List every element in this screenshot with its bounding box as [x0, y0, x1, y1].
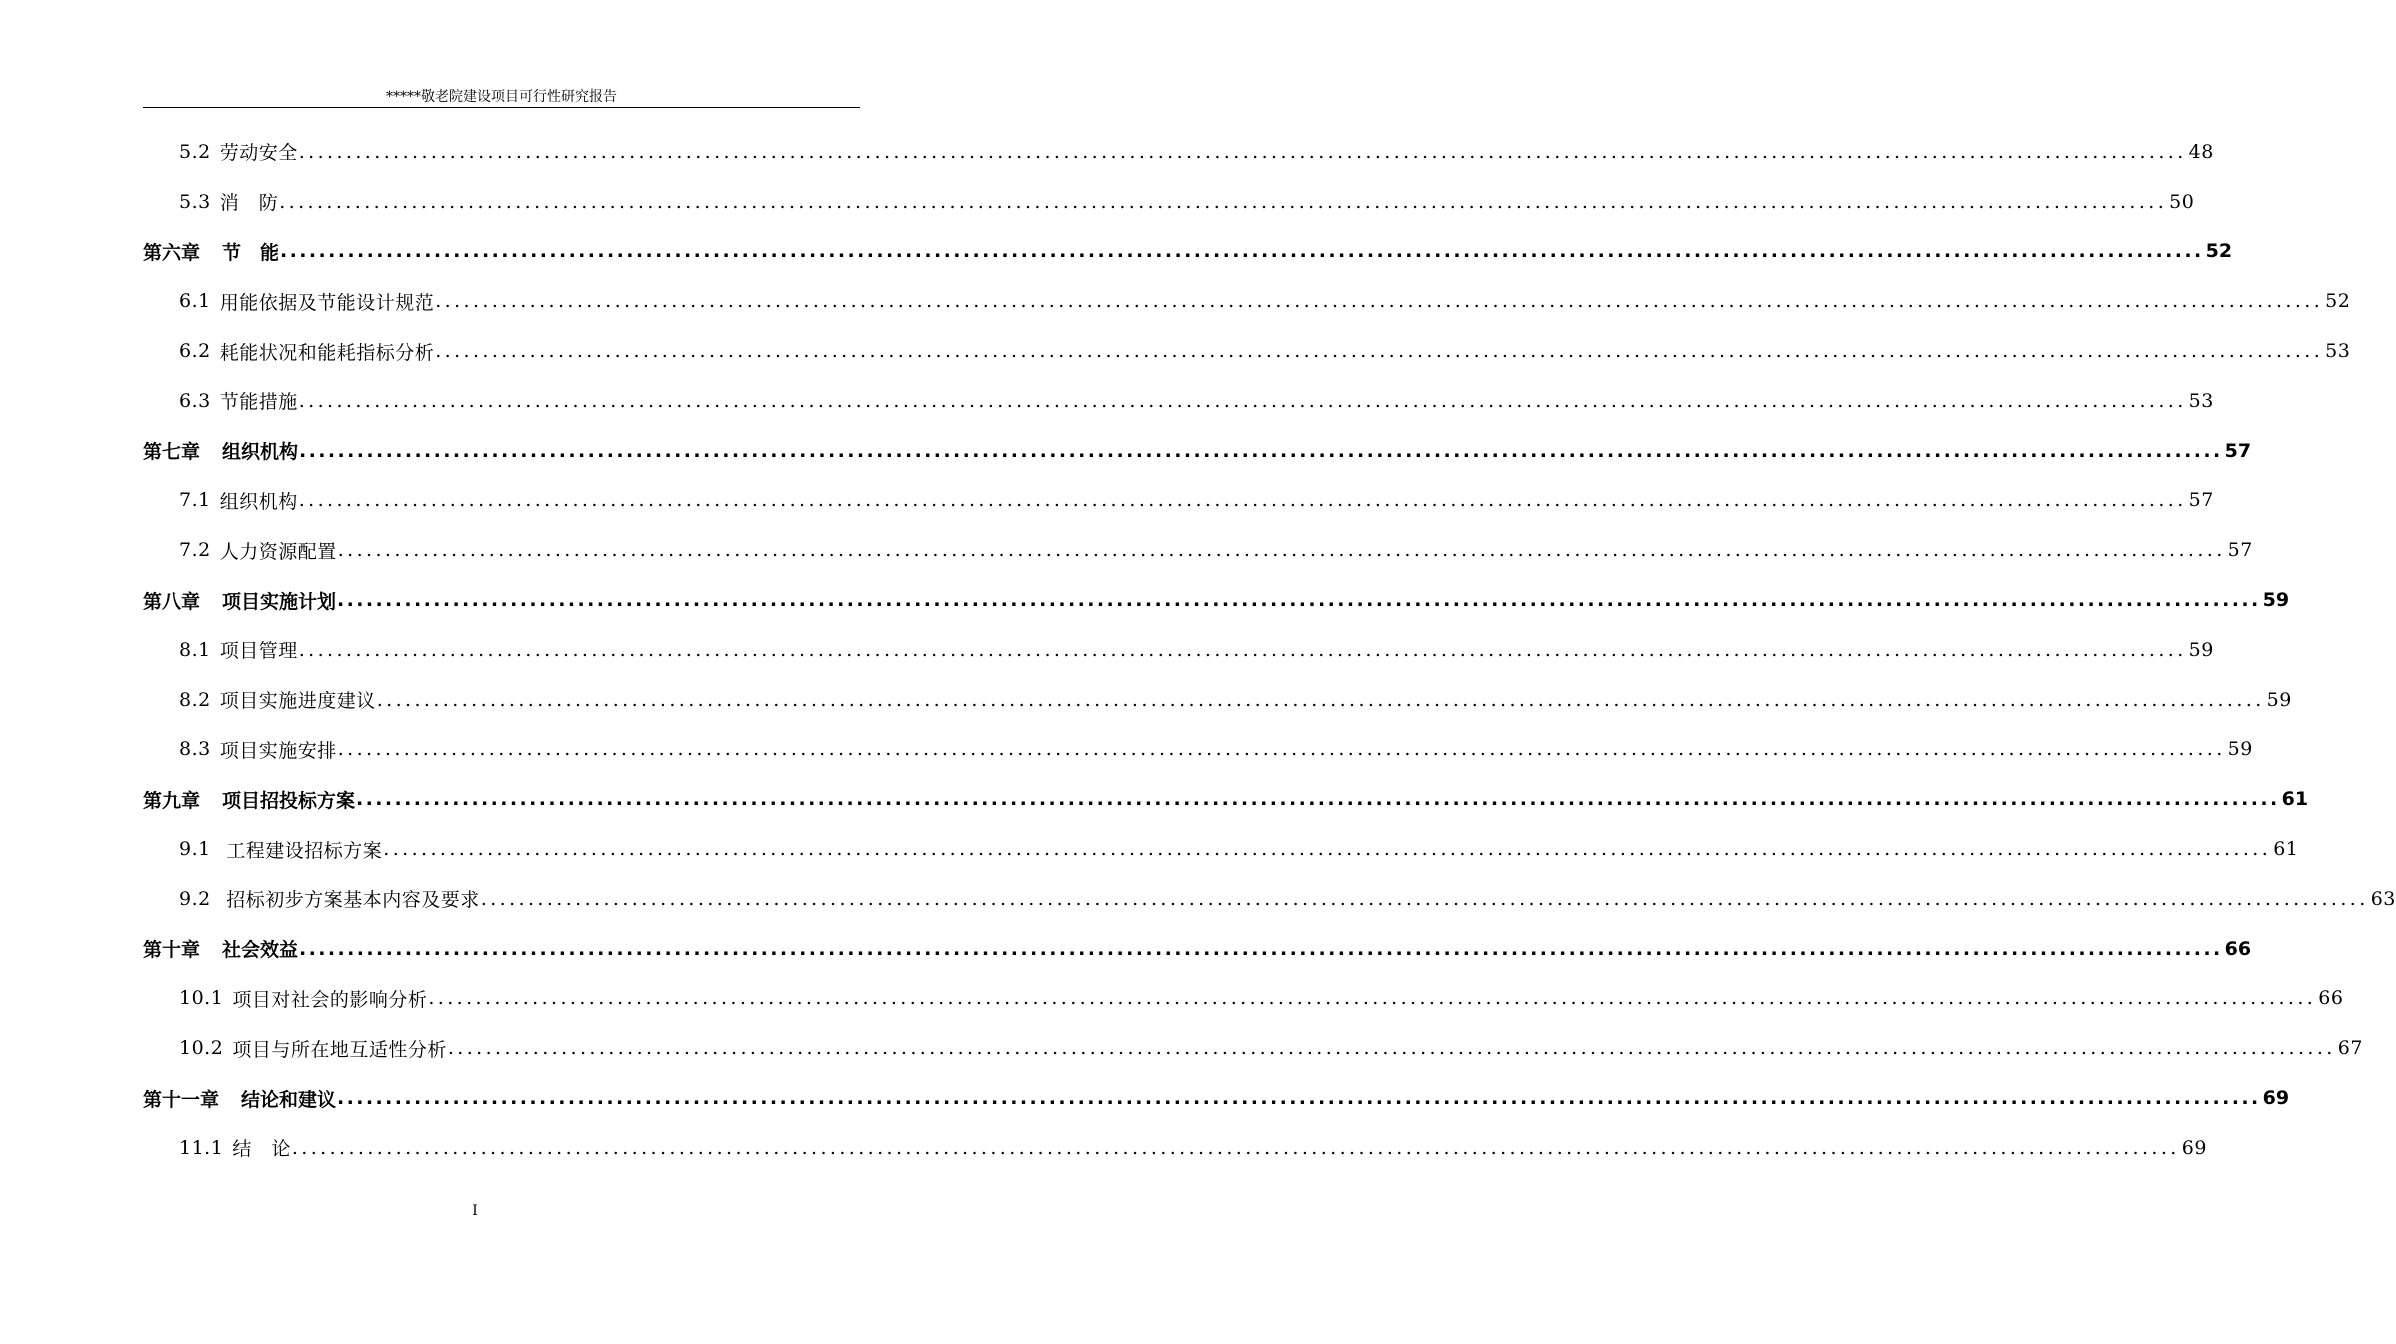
- toc-entry-number: 8.3: [179, 738, 211, 761]
- toc-entry-page: 61: [2273, 838, 2299, 861]
- toc-dot-leader: ........................................................................................................................................................................................................: [298, 489, 2187, 512]
- toc-dot-leader: ........................................................................................................................................................................................................: [376, 688, 2265, 711]
- toc-dot-leader: ........................................................................................................................................................................................................: [291, 1136, 2180, 1159]
- toc-section-entry[interactable]: [143, 326, 2351, 376]
- header-rule: [143, 107, 860, 108]
- toc-dot-leader: ........................................................................................................................................................................................................: [435, 290, 2324, 313]
- toc-entry-title: 节能措施: [219, 391, 298, 414]
- toc-entry-page: 48: [2188, 140, 2214, 163]
- toc-entry-title: 项目与所在地互适性分析: [232, 1038, 447, 1061]
- toc-entry-number: 第七章: [143, 441, 201, 464]
- toc-entry-title: 用能依据及节能设计规范: [219, 291, 435, 314]
- toc-entry-number: 9.1: [179, 838, 211, 861]
- toc-entry-page: 69: [2262, 1087, 2290, 1110]
- toc-entry-page: 61: [2281, 788, 2309, 811]
- toc-entry-title: 消 防: [219, 192, 279, 215]
- toc-section-entry[interactable]: [143, 625, 2214, 675]
- toc-section-entry[interactable]: [143, 725, 2253, 775]
- toc-dot-leader: ........................................................................................................................................................................................................: [337, 589, 2261, 612]
- toc-section-entry[interactable]: [143, 177, 2195, 227]
- toc-dot-leader: ........................................................................................................................................................................................................: [356, 788, 2280, 811]
- toc-entry-title: 项目实施安排: [219, 739, 337, 762]
- toc-dot-leader: ........................................................................................................................................................................................................: [447, 1037, 2336, 1060]
- toc-entry-title: 项目实施进度建议: [219, 690, 376, 713]
- toc-entry-title: 劳动安全: [219, 142, 298, 165]
- toc-entry-number: 第十一章: [143, 1088, 220, 1111]
- toc-entry-page: 57: [2227, 539, 2253, 562]
- toc-entry-page: 52: [2205, 240, 2233, 263]
- toc-dot-leader: ........................................................................................................................................................................................................: [337, 539, 2226, 562]
- toc-entry-number: 7.2: [179, 539, 211, 562]
- toc-chapter-entry[interactable]: [143, 774, 2309, 824]
- toc-entry-page: 59: [2266, 688, 2292, 711]
- toc-dot-leader: ........................................................................................................................................................................................................: [480, 887, 2369, 910]
- toc-entry-page: 57: [2188, 489, 2214, 512]
- toc-section-entry[interactable]: [143, 127, 2214, 177]
- toc-dot-leader: ........................................................................................................................................................................................................: [337, 1087, 2261, 1110]
- toc-chapter-entry[interactable]: [143, 575, 2290, 625]
- toc-section-entry[interactable]: [143, 1023, 2363, 1073]
- toc-entry-title: 人力资源配置: [219, 540, 337, 563]
- toc-entry-title: 组织机构: [219, 490, 298, 513]
- toc-entry-number: 第八章: [143, 590, 201, 613]
- toc-section-entry[interactable]: [143, 276, 2351, 326]
- toc-section-entry[interactable]: [143, 824, 2299, 874]
- toc-entry-page: 53: [2188, 389, 2214, 412]
- toc-chapter-entry[interactable]: [143, 924, 2252, 974]
- toc-dot-leader: ........................................................................................................................................................................................................: [435, 340, 2324, 363]
- toc-entry-page: 66: [2318, 987, 2344, 1010]
- toc-entry-page: 57: [2224, 439, 2252, 462]
- toc-entry-number: 5.2: [179, 140, 211, 163]
- toc-entry-title: 社会效益: [222, 939, 299, 962]
- running-header: *****敬老院建设项目可行性研究报告: [386, 89, 617, 105]
- toc-entry-page: 69: [2181, 1136, 2207, 1159]
- toc-entry-page: 53: [2325, 340, 2351, 363]
- page-number: I: [472, 1203, 478, 1219]
- toc-entry-number: 10.2: [179, 1037, 224, 1060]
- toc-dot-leader: ........................................................................................................................................................................................................: [279, 190, 2168, 213]
- toc-entry-number: 6.3: [179, 389, 211, 412]
- table-of-contents: [143, 127, 2396, 1173]
- toc-entry-number: 10.1: [179, 987, 224, 1010]
- toc-dot-leader: ........................................................................................................................................................................................................: [299, 937, 2223, 960]
- toc-entry-number: 11.1: [179, 1136, 224, 1159]
- toc-section-entry[interactable]: [143, 974, 2344, 1024]
- toc-dot-leader: ........................................................................................................................................................................................................: [428, 987, 2317, 1010]
- toc-entry-number: 8.2: [179, 688, 211, 711]
- toc-entry-title: 结论和建议: [241, 1088, 337, 1111]
- toc-entry-page: 66: [2224, 937, 2252, 960]
- toc-chapter-entry[interactable]: [143, 227, 2233, 277]
- toc-entry-number: 9.2: [179, 887, 211, 910]
- toc-entry-title: 项目实施计划: [222, 590, 337, 613]
- toc-entry-page: 63: [2370, 887, 2396, 910]
- toc-section-entry[interactable]: [143, 874, 2396, 924]
- toc-entry-page: 52: [2325, 290, 2351, 313]
- toc-section-entry[interactable]: [143, 1123, 2207, 1173]
- toc-dot-leader: ........................................................................................................................................................................................................: [280, 240, 2204, 263]
- toc-entry-title: 耗能状况和能耗指标分析: [219, 341, 435, 364]
- toc-entry-title: 招标初步方案基本内容及要求: [219, 889, 480, 912]
- toc-dot-leader: ........................................................................................................................................................................................................: [298, 140, 2187, 163]
- toc-dot-leader: ........................................................................................................................................................................................................: [337, 738, 2226, 761]
- toc-entry-page: 50: [2169, 190, 2195, 213]
- toc-entry-number: 5.3: [179, 190, 211, 213]
- toc-entry-page: 67: [2337, 1037, 2363, 1060]
- toc-entry-number: 6.1: [179, 290, 211, 313]
- toc-entry-number: 6.2: [179, 340, 211, 363]
- toc-entry-number: 第九章: [143, 789, 201, 812]
- toc-dot-leader: ........................................................................................................................................................................................................: [298, 638, 2187, 661]
- toc-section-entry[interactable]: [143, 525, 2253, 575]
- toc-entry-title: 组织机构: [222, 441, 299, 464]
- toc-dot-leader: ........................................................................................................................................................................................................: [383, 838, 2272, 861]
- toc-section-entry[interactable]: [143, 476, 2214, 526]
- toc-entry-title: 项目对社会的影响分析: [232, 988, 428, 1011]
- toc-entry-number: 7.1: [179, 489, 211, 512]
- toc-chapter-entry[interactable]: [143, 426, 2252, 476]
- toc-entry-title: 结 论: [232, 1138, 291, 1161]
- toc-entry-number: 第十章: [143, 939, 201, 962]
- toc-entry-title: 项目管理: [219, 640, 298, 663]
- toc-section-entry[interactable]: [143, 675, 2292, 725]
- toc-entry-page: 59: [2188, 638, 2214, 661]
- toc-entry-page: 59: [2262, 589, 2290, 612]
- toc-entry-page: 59: [2227, 738, 2253, 761]
- toc-section-entry[interactable]: [143, 376, 2214, 426]
- toc-dot-leader: ........................................................................................................................................................................................................: [298, 389, 2187, 412]
- toc-entry-title: 工程建设招标方案: [219, 839, 383, 862]
- toc-entry-number: 8.1: [179, 638, 211, 661]
- toc-chapter-entry[interactable]: [143, 1073, 2290, 1123]
- toc-entry-number: 第六章: [143, 241, 201, 264]
- toc-dot-leader: ........................................................................................................................................................................................................: [299, 439, 2223, 462]
- toc-entry-title: 项目招投标方案: [222, 789, 356, 812]
- toc-entry-title: 节 能: [222, 241, 280, 264]
